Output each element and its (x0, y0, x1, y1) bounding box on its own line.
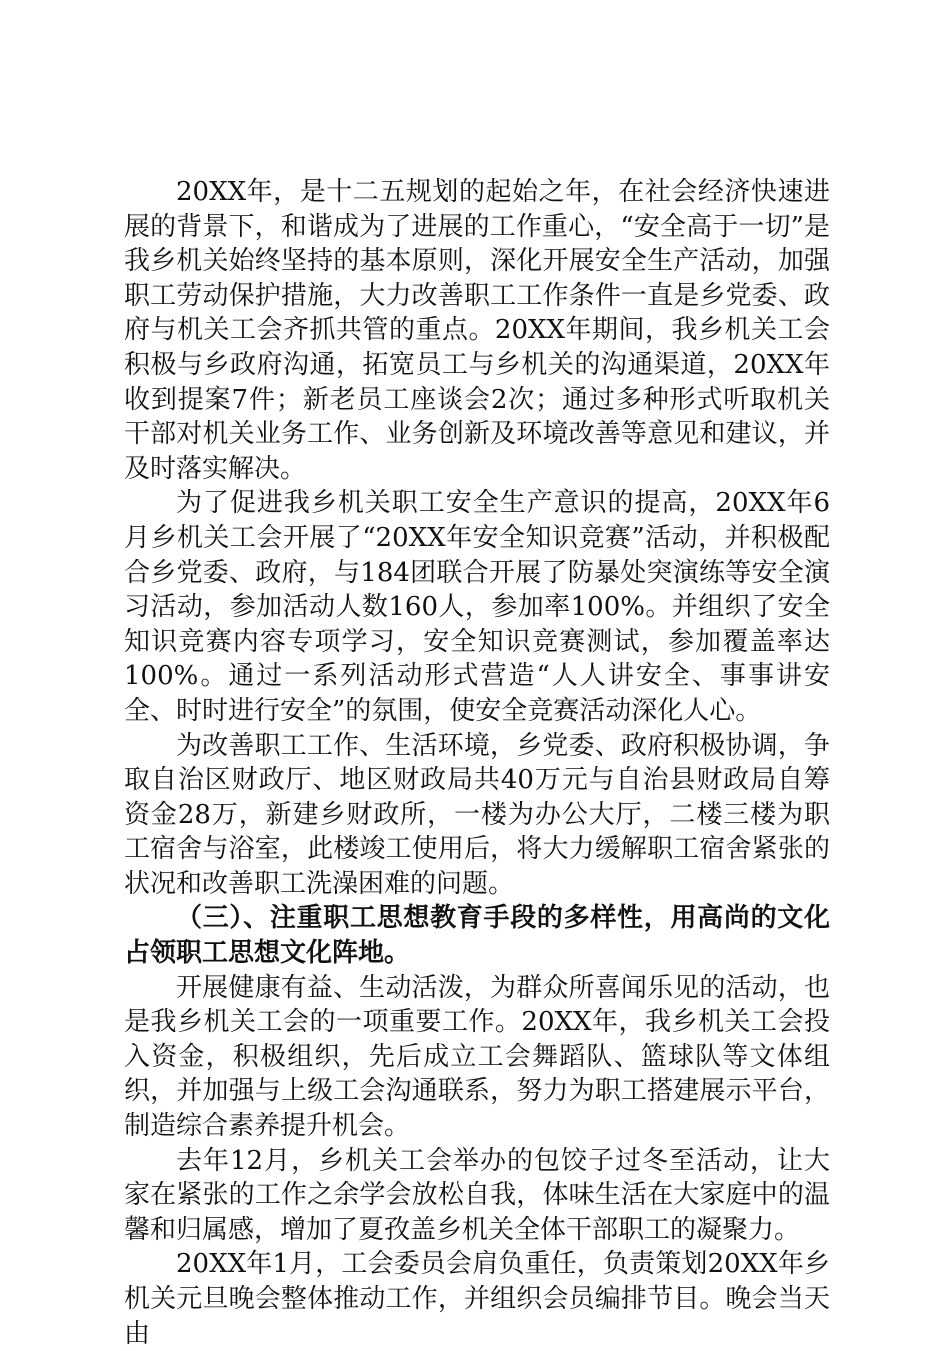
document-body (124, 175, 830, 1351)
section-heading-3: （三）、注重职工思想教育手段的多样性，用高尚的文化占领职工思想文化阵地。 (124, 903, 830, 969)
paragraph-dumpling-event: 去年12月，乡机关工会举办的包饺子过冬至活动，让大家在紧张的工作之余学会放松自我，体味生活在大家庭中的温馨和归属感，增加了夏孜盖乡机关全体干部职工的凝聚力。 (124, 1145, 830, 1245)
paragraph-cultural-activities: 开展健康有益、生动活泼，为群众所喜闻乐见的活动，也是我乡机关工会的一项重要工作。20XX年，我乡机关工会投入资金，积极组织，先后成立工会舞蹈队、篮球队等文体组织，并加强与上级工会沟通联系，努力为职工搭建展示平台，制造综合素养提升机会。 (124, 972, 830, 1142)
paragraph-new-year-gala: 20XX年1月，工会委员会肩负重任，负责策划20XX年乡机关元旦晚会整体推动工作，并组织会员编排节目。晚会当天由 (124, 1249, 830, 1349)
paragraph-safety-competition: 为了促进我乡机关职工安全生产意识的提高，20XX年6月乡机关工会开展了“20XX年安全知识竞赛”活动，并积极配合乡党委、政府，与184团联合开展了防暴处突演练等安全演习活动，参加活动人数160人，参加率100%。并组织了安全知识竞赛内容专项学习，安全知识竞赛测试，参加覆盖率达100%。通过一系列活动形式营造“人人讲安全、事事讲安全、时时进行安全”的氛围，使安全竞赛活动深化人心。 (124, 488, 830, 726)
paragraph-work-priority: 20XX年，是十二五规划的起始之年，在社会经济快速进展的背景下，和谐成为了进展的工作重心，“安全高于一切”是我乡机关始终坚持的基本原则，深化开展安全生产活动，加强职工劳动保护措施，大力改善职工工作条件一直是乡党委、政府与机关工会齐抓共管的重点。20XX年期间，我乡机关工会积极与乡政府沟通，拓宽员工与乡机关的沟通渠道，20XX年收到提案7件；新老员工座谈会2次；通过多种形式听取机关干部对机关业务工作、业务创新及环境改善等意见和建议，并及时落实解决。 (124, 177, 830, 484)
paragraph-finance-building: 为改善职工工作、生活环境，乡党委、政府积极协调，争取自治区财政厅、地区财政局共40万元与自治县财政局自筹资金28万，新建乡财政所，一楼为办公大厅，二楼三楼为职工宿舍与浴室，此楼竣工使用后，将大力缓解职工宿舍紧张的状况和改善职工洗澡困难的问题。 (124, 730, 830, 899)
